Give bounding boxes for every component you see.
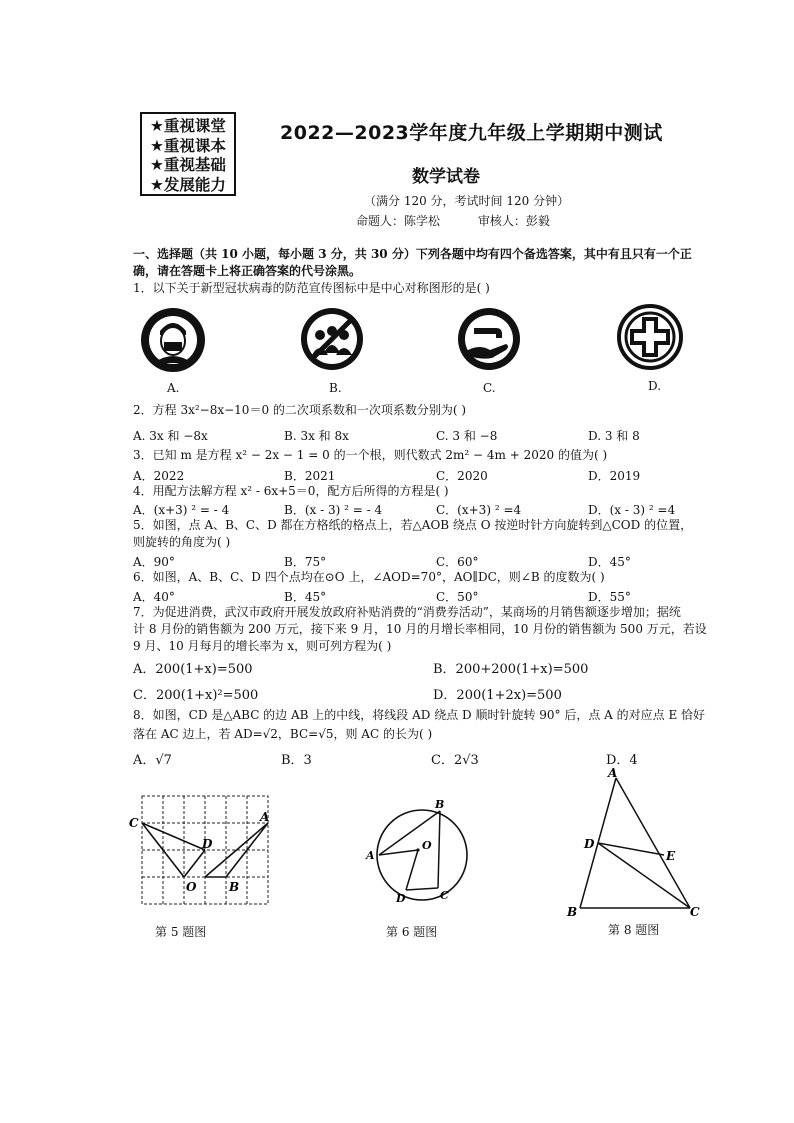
question-5-stem-cont: 则旋转的角度为( ): [133, 535, 231, 549]
figure-8-triangle-diagram: [564, 766, 714, 918]
question-4-stem: 4．用配方法解方程 x² - 6x+5＝0，配方后所得的方程是( ): [133, 484, 449, 498]
figure-5-grid-diagram: [126, 790, 276, 920]
fig8-label-b: B: [567, 905, 578, 918]
q5-option-c: C．60°: [436, 555, 479, 569]
q1-label-d: D.: [648, 379, 662, 393]
fig6-label-a: A: [366, 849, 375, 862]
motto-line: ★重视课堂: [150, 117, 226, 135]
fig8-label-e: E: [666, 849, 676, 863]
motto-line: ★发展能力: [150, 175, 226, 194]
mask-person-icon: [138, 305, 208, 375]
q4-option-c: C．(x+3) ² =4: [436, 503, 522, 517]
motto-line: ★重视基础: [150, 156, 226, 174]
question-7-stem: 7．为促进消费，武汉市政府开展发放政府补贴消费的“消费券活动”，某商场的月销售额逐步增加；据统: [133, 605, 681, 619]
fig8-label-a: A: [608, 766, 618, 780]
q2-option-c: C. 3 和 −8: [436, 429, 498, 443]
q3-option-b: B．2021: [284, 469, 336, 483]
question-3-stem: 3．已知 m 是方程 x² − 2x − 1 = 0 的一个根，则代数式 2m² − 4m + 2020 的值为( ): [133, 448, 608, 462]
q8-option-d: D．4: [606, 753, 638, 768]
q3-option-a: A．2022: [133, 469, 185, 483]
setter: 命题人：陈学松: [356, 214, 441, 228]
q6-option-c: C．50°: [436, 590, 479, 604]
question-7-stem-cont: 计 8 月份的销售额为 200 万元，接下来 9 月，10 月的月增长率相同，10 月份的销售额为 500 万元，若设: [133, 622, 707, 636]
figure-5-caption: 第 5 题图: [155, 925, 207, 939]
fig5-label-b: B: [229, 880, 240, 894]
q4-option-b: B．(x - 3) ² = - 4: [284, 503, 383, 517]
page-subtitle: 数学试卷: [412, 167, 480, 187]
question-2-stem: 2．方程 3x²−8x−10＝0 的二次项系数和一次项系数分别为( ): [133, 403, 467, 417]
q7-option-a: A．200(1+x)=500: [133, 662, 253, 677]
q2-option-d: D. 3 和 8: [588, 429, 640, 443]
question-8-stem: 8．如图，CD 是△ABC 的边 AB 上的中线，将线段 AD 绕点 D 顺时针旋转 90° 后，点 A 的对应点 E 恰好: [133, 708, 706, 722]
question-6-stem: 6．如图，A、B、C、D 四个点均在⊙O 上，∠AOD=70°，AO∥DC，则∠B 的度数为( ): [133, 570, 605, 584]
question-1-stem: 1．以下关于新型冠状病毒的防范宣传图标中是中心对称图形的是( ): [133, 281, 490, 295]
q7-option-b: B．200+200(1+x)=500: [433, 662, 589, 677]
q5-option-d: D．45°: [588, 555, 631, 569]
fig5-label-d: D: [202, 837, 213, 851]
question-5-stem: 5．如图，点 A、B、C、D 都在方格纸的格点上，若△AOB 绕点 O 按逆时针方向旋转到△COD 的位置，: [133, 518, 693, 532]
fig5-label-o: O: [186, 880, 197, 894]
q7-option-d: D．200(1+2x)=500: [433, 688, 562, 703]
q4-option-a: A．(x+3) ² = - 4: [133, 503, 230, 517]
fig6-label-b: B: [435, 798, 445, 811]
q3-option-c: C．2020: [436, 469, 488, 483]
q2-option-b: B. 3x 和 8x: [284, 429, 349, 443]
q1-label-b: B.: [329, 381, 342, 395]
q6-option-a: A．40°: [133, 590, 175, 604]
fig8-label-d: D: [584, 837, 595, 851]
q5-option-a: A．90°: [133, 555, 175, 569]
q3-option-d: D．2019: [588, 469, 641, 483]
exam-info: （满分 120 分，考试时间 120 分钟）: [364, 194, 570, 208]
q1-label-c: C.: [483, 381, 496, 395]
no-gathering-icon: [298, 305, 366, 373]
q1-label-a: A.: [167, 381, 180, 395]
q5-option-b: B．75°: [284, 555, 327, 569]
figure-6-circle-diagram: [360, 798, 480, 908]
motto-box: [140, 112, 236, 196]
handwash-icon: [456, 306, 522, 372]
q8-option-a: A．√7: [133, 753, 172, 768]
q8-option-c: C．2√3: [431, 753, 479, 768]
fig6-label-o: O: [422, 839, 432, 852]
medical-cross-icon: [616, 303, 684, 371]
q6-option-b: B．45°: [284, 590, 327, 604]
fig8-label-c: C: [690, 905, 700, 918]
q8-option-b: B．3: [281, 753, 312, 768]
fig5-label-c: C: [129, 816, 139, 830]
q2-option-a: A. 3x 和 −8x: [133, 429, 208, 443]
question-8-stem-cont: 落在 AC 边上，若 AD=√2，BC=√5，则 AC 的长为( ): [133, 727, 433, 741]
fig6-label-d: D: [396, 892, 406, 905]
fig5-label-a: A: [260, 810, 270, 824]
q4-option-d: D．(x - 3) ² =4: [588, 503, 676, 517]
page-title: 2022—2023学年度九年级上学期期中测试: [280, 122, 663, 144]
question-7-stem-cont2: 9 月、10 月每月的增长率为 x，则可列方程为( ): [133, 639, 392, 653]
section-header: 一、选择题（共 10 小题，每小题 3 分，共 30 分）下列各题中均有四个备选答案，其中有且只有一个正: [133, 247, 692, 261]
motto-line: ★重视课本: [150, 136, 226, 155]
figure-6-caption: 第 6 题图: [386, 925, 438, 939]
author-line: [356, 212, 584, 229]
section-header-cont: 确，请在答题卡上将正确答案的代号涂黑。: [133, 264, 362, 278]
reviewer: 审核人：彭毅: [477, 214, 550, 228]
figure-8-caption: 第 8 题图: [608, 923, 660, 937]
fig6-label-c: C: [440, 889, 449, 902]
q7-option-c: C．200(1+x)²=500: [133, 688, 259, 703]
q6-option-d: D．55°: [588, 590, 631, 604]
